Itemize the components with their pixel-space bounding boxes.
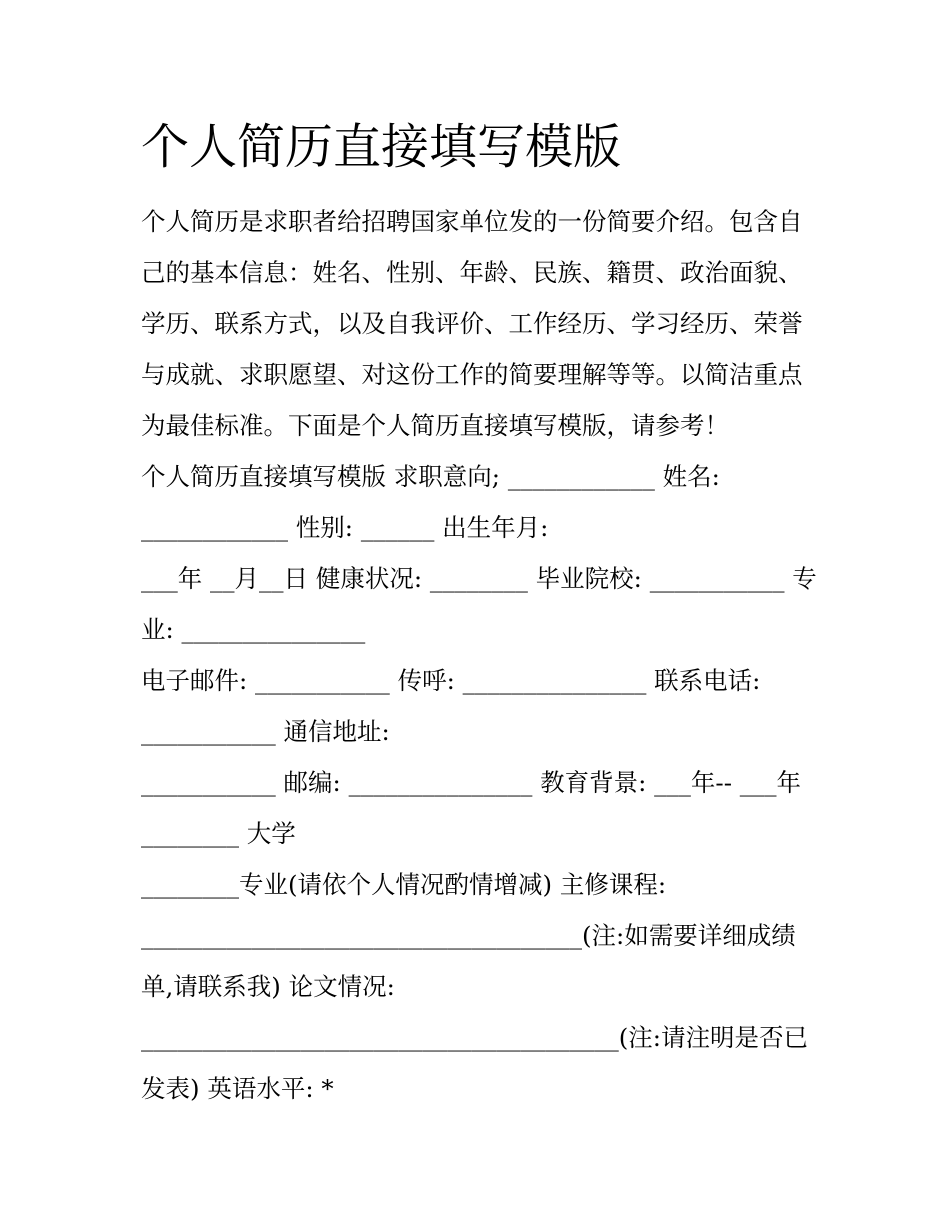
paragraph-line-intro-1: 个人简历是求职者给招聘国家单位发的一份简要介绍。包含自 bbox=[141, 207, 803, 236]
form-line-job-intent: 个人简历直接填写模版 求职意向; ____________ 姓名: bbox=[141, 462, 720, 491]
paragraph-line-intro-3: 学历、联系方式，以及自我评价、工作经历、学习经历、荣誉 bbox=[141, 309, 803, 338]
form-line-birth-health: ___年 __月__日 健康状况: ________ 毕业院校: ___________ 专 bbox=[141, 564, 817, 593]
form-line-major: 业: _______________ bbox=[141, 615, 366, 644]
form-line-postcode-education: ___________ 邮编: _______________ 教育背景: ___年-- ___年 bbox=[141, 768, 802, 797]
form-line-thesis-note: _______________________________________(注:请注明是否已 bbox=[141, 1023, 809, 1052]
form-line-contact: 电子邮件: ___________ 传呼: _______________ 联系电话: bbox=[141, 666, 761, 695]
form-line-university: ________ 大学 bbox=[141, 819, 296, 848]
form-line-courses-note: ____________________________________(注:如需要详细成绩 bbox=[141, 921, 796, 950]
paragraph-line-intro-2: 己的基本信息：姓名、性别、年龄、民族、籍贯、政治面貌、 bbox=[141, 258, 803, 287]
paragraph-line-intro-5: 为最佳标准。下面是个人简历直接填写模版，请参考！ bbox=[141, 411, 729, 440]
form-line-english: 发表) 英语水平: * bbox=[141, 1074, 334, 1103]
form-line-courses: ________专业(请依个人情况酌情增减) 主修课程: bbox=[141, 870, 667, 899]
paragraph-line-intro-4: 与成就、求职愿望、对这份工作的简要理解等等。以简洁重点 bbox=[141, 360, 803, 389]
form-line-address: ___________ 通信地址: bbox=[141, 717, 390, 746]
document-body bbox=[141, 196, 816, 1114]
form-line-name-gender: ____________ 性别: ______ 出生年月: bbox=[141, 513, 549, 542]
form-line-thesis: 单,请联系我) 论文情况: bbox=[141, 972, 395, 1001]
document-title: 个人简历直接填写模版 bbox=[141, 119, 622, 175]
